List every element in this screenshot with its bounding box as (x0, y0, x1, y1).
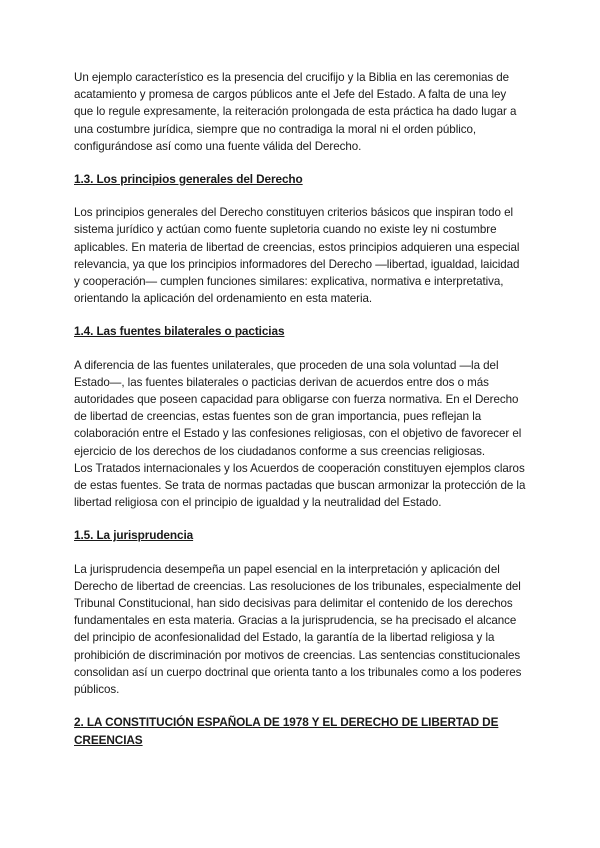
section-1-5-paragraph: La jurisprudencia desempeña un papel esencial en la interpretación y aplicación del Derecho de libertad de creencias. Las resoluciones de los tribunales, especialmente del Tribunal Constitucional, han sido decisivas para delimitar el contenido de los derechos fundamentales en esta materia. Gracias a la jurisprudencia, se ha precisado el alcance del principio de aconfesionalidad del Estado, la garantía de la libertad religiosa y la prohibición de discriminación por motivos de creencias. Las sentencias constitucionales consolidan así un cuerpo doctrinal que orienta tanto a los tribunales como a los poderes públicos. (74, 562, 522, 697)
document-page (74, 69, 526, 749)
section-1-4-paragraph-2: Los Tratados internacionales y los Acuerdos de cooperación constituyen ejemplos claros de estas fuentes. Se trata de normas pactadas que buscan armonizar la protección de la libertad religiosa con el principio de igualdad y la neutralidad del Estado. (74, 461, 526, 510)
section-1-4-heading: 1.4. Las fuentes bilaterales o pacticias (74, 324, 285, 339)
section-1-4-paragraph-1: A diferencia de las fuentes unilaterales, que proceden de una sola voluntad —la del Estado—, las fuentes bilaterales o pacticias derivan de acuerdos entre dos o más autoridades que poseen capacidad para obligarse con fuerza normativa. En el Derecho de libertad de creencias, estas fuentes son de gran importancia, pues reflejan la colaboración entre el Estado y las confesiones religiosas, con el objetivo de favorecer el ejercicio de los derechos de los ciudadanos conforme a sus creencias religiosas. (74, 358, 522, 458)
section-1-3-heading: 1.3. Los principios generales del Derecho (74, 172, 303, 187)
intro-paragraph: Un ejemplo característico es la presencia del crucifijo y la Biblia en las ceremonias de acatamiento y promesa de cargos públicos ante el Jefe del Estado. A falta de una ley que lo regule expresamente, la reiteración prolongada de esta práctica ha dado lugar a una costumbre jurídica, siempre que no contradiga la moral ni el orden público, configurándose así como una fuente válida del Derecho. (74, 71, 517, 153)
section-1-5-heading: 1.5. La jurisprudencia (74, 528, 194, 543)
section-1-3-paragraph: Los principios generales del Derecho constituyen criterios básicos que inspiran todo el sistema jurídico y actúan como fuente supletoria cuando no existe ley ni costumbre aplicables. En materia de libertad de creencias, estos principios adquieren una especial relevancia, ya que los principios informadores del Derecho —libertad, igualdad, laicidad y cooperación— cumplen funciones similares: explicativa, normativa e interpretativa, orientando la aplicación del ordenamiento en esta materia. (74, 206, 520, 306)
section-2-heading: 2. LA CONSTITUCIÓN ESPAÑOLA DE 1978 Y EL DERECHO DE LIBERTAD DE CREENCIAS (74, 715, 499, 747)
